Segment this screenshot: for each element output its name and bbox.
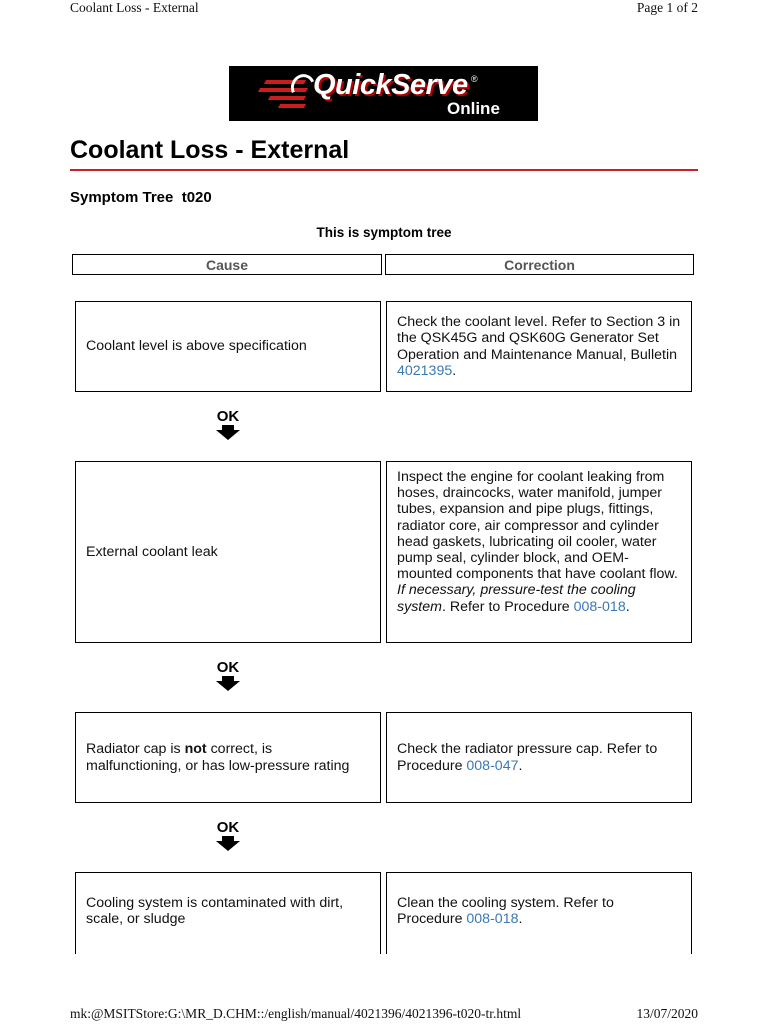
- cause-box: [75, 301, 381, 392]
- procedure-link[interactable]: 008-018: [573, 598, 626, 615]
- cause-box: [75, 712, 381, 803]
- cause-text: [86, 741, 370, 773]
- cause-post: correct, is malfunctioning, or has low-pressure rating: [86, 741, 350, 774]
- down-arrow-icon: [216, 836, 240, 851]
- down-arrow-icon: [216, 425, 240, 440]
- correction-body: Inspect the engine for coolant leaking from hoses, draincocks, water manifold, jumper tubes, expansion and pipe plugs, fittings, radiator core, air compressor and cylinder head gaskets, lubricating oil cooler, water pump seal, cylinder block, and OEM-mounted components that have coolant flow.: [397, 469, 678, 583]
- correction-box: [386, 301, 692, 392]
- print-footer: [70, 1006, 698, 1022]
- quickserve-logo: [229, 66, 538, 121]
- page-number: Page 1 of 2: [636, 0, 698, 15]
- correction-end: .: [452, 362, 457, 379]
- correction-end: .: [518, 911, 523, 928]
- logo-sub: Online: [447, 99, 500, 118]
- correction-body-2: . Refer to Procedure: [441, 598, 574, 615]
- procedure-link[interactable]: 008-018: [466, 911, 519, 928]
- cause-text: Cooling system is contaminated with dirt, scale, or sludge: [86, 895, 344, 928]
- correction-box: [386, 712, 692, 803]
- correction-end: .: [518, 757, 523, 774]
- correction-italic: If necessary, pressure-test the cooling system: [397, 582, 636, 615]
- correction-text: [397, 895, 681, 927]
- print-header-title: Coolant Loss - External: [70, 0, 199, 15]
- source-path: mk:@MSITStore:G:\MR_D.CHM::/english/manual/4021396/4021396-t020-tr.html: [70, 1006, 522, 1021]
- cause-box: [75, 461, 381, 643]
- ok-label: OK: [216, 659, 240, 676]
- cause-box: [75, 872, 381, 954]
- down-arrow-icon: [216, 676, 240, 691]
- ok-arrow-icon: [211, 406, 245, 440]
- correction-text: [397, 469, 681, 615]
- column-header-cause: Cause: [72, 254, 382, 275]
- procedure-link[interactable]: 008-047: [466, 757, 519, 774]
- ok-label: OK: [216, 819, 240, 836]
- correction-box: [386, 461, 692, 643]
- page-title: Coolant Loss - External: [70, 136, 350, 164]
- symptom-tree-label: Symptom Tree t020: [70, 189, 212, 206]
- logo-streak: [278, 104, 306, 108]
- correction-end: .: [625, 598, 630, 615]
- correction-body: Check the radiator pressure cap. Refer to Procedure: [397, 741, 658, 774]
- ok-arrow-icon: [211, 817, 245, 851]
- ok-label: OK: [216, 408, 240, 425]
- tree-caption: This is symptom tree: [316, 225, 452, 240]
- bulletin-link[interactable]: 4021395: [397, 362, 453, 379]
- print-header: [70, 0, 698, 16]
- ok-arrow-icon: [211, 657, 245, 691]
- title-divider: [70, 169, 698, 171]
- cause-pre: Radiator cap is: [86, 741, 185, 758]
- correction-box: [386, 872, 692, 954]
- cause-text: Coolant level is above specification: [86, 338, 307, 355]
- correction-text: [397, 314, 681, 379]
- column-header-correction: Correction: [385, 254, 694, 275]
- logo-registered: ®: [471, 74, 478, 84]
- cause-text: External coolant leak: [86, 543, 218, 560]
- correction-body: Clean the cooling system. Refer to Procedure: [397, 895, 614, 928]
- correction-body: Check the coolant level. Refer to Section 3 in the QSK45G and QSK60G Generator Set Operation and Maintenance Manual, Bulletin: [397, 314, 681, 363]
- print-date: 13/07/2020: [636, 1006, 698, 1021]
- cause-bold: not: [184, 741, 207, 758]
- logo-brand: QuickServe: [313, 69, 468, 101]
- correction-text: [397, 741, 681, 773]
